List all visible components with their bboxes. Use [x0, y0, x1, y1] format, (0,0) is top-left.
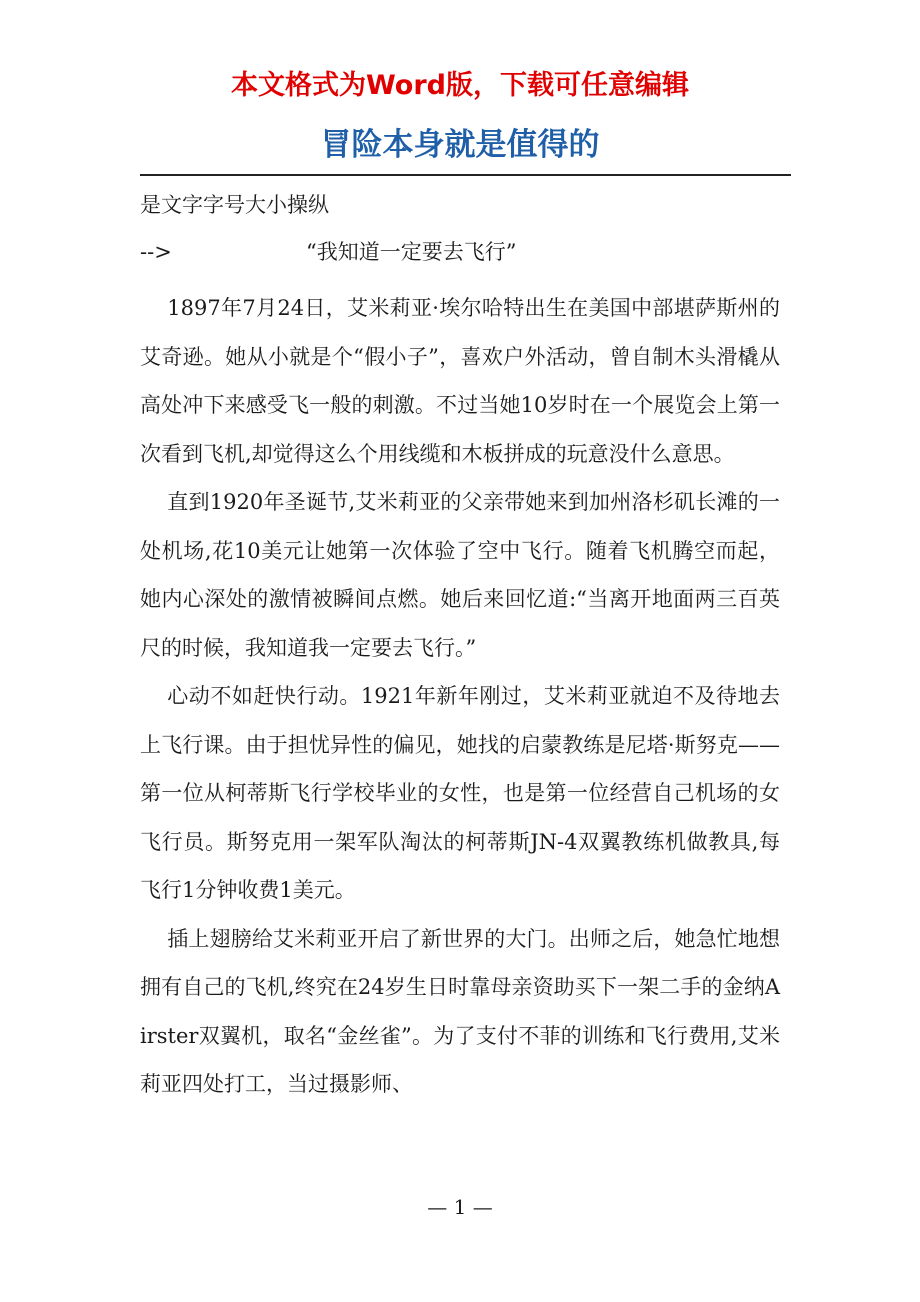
document-title: 冒险本身就是值得的: [320, 127, 600, 163]
quote-heading: “我知道一定要去飞行”: [306, 240, 517, 264]
arrow-line: [140, 236, 517, 268]
document-body: [140, 284, 780, 1109]
paragraph: 直到1920年圣诞节,艾米莉亚的父亲带她来到加州洛杉矶长滩的一处机场,花10美元让她第一次体验了空中飞行。随着飞机腾空而起，她内心深处的激情被瞬间点燃。她后来回忆道:“当离开地面两三百英尺的时候，我知道我一定要去飞行。”: [140, 490, 780, 660]
paragraph: 插上翅膀给艾米莉亚开启了新世界的大门。出师之后，她急忙地想拥有自己的飞机,终究在24岁生日时靠母亲资助买下一架二手的金纳Airster双翼机，取名“金丝雀”。为了支付不菲的训练和飞行费用,艾米莉亚四处打工，当过摄影师、: [140, 926, 780, 1096]
arrow-text: -->: [140, 240, 172, 264]
page-number: — 1 —: [427, 1195, 493, 1219]
title-rule: [140, 174, 791, 176]
paragraph: 心动不如赶快行动。1921年新年刚过，艾米莉亚就迫不及待地去上飞行课。由于担忧异性的偏见，她找的启蒙教练是尼塔·斯努克——第一位从柯蒂斯飞行学校毕业的女性，也是第一位经营自己机场的女飞行员。斯努克用一架军队淘汰的柯蒂斯JN-4双翼教练机做教具,每飞行1分钟收费1美元。: [140, 684, 780, 902]
format-banner: 本文格式为Word版，下载可任意编辑: [230, 70, 689, 101]
subheading: 是文字字号大小操纵: [140, 193, 329, 217]
paragraph: 1897年7月24日，艾米莉亚·埃尔哈特出生在美国中部堪萨斯州的艾奇逊。她从小就是个“假小子”，喜欢户外活动，曾自制木头滑橇从高处冲下来感受飞一般的刺激。不过当她10岁时在一个展览会上第一次看到飞机,却觉得这么个用线缆和木板拼成的玩意没什么意思。: [140, 296, 780, 466]
